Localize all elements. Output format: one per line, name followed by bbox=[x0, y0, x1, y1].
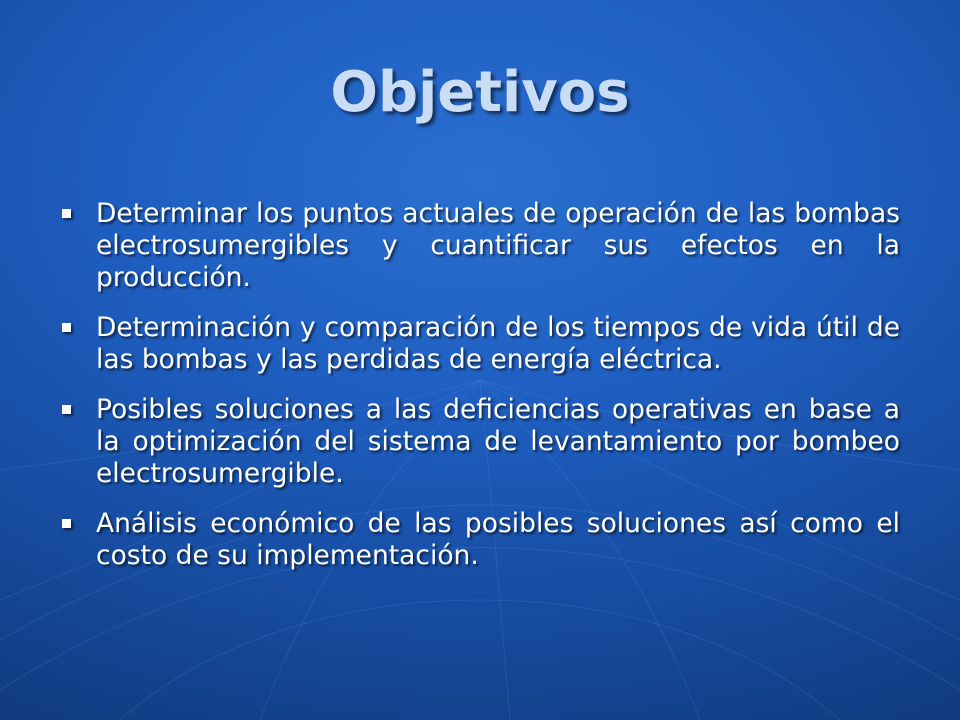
list-item-text: Posibles soluciones a las deficiencias operativas en base a la optimización del sistema de levantamiento por bombeo electrosumergible. bbox=[96, 394, 900, 489]
square-bullet-icon bbox=[62, 323, 71, 332]
square-bullet-icon bbox=[62, 519, 71, 528]
list-item-text: Determinación y comparación de los tiempos de vida útil de las bombas y las perdidas de energía eléctrica. bbox=[96, 312, 900, 375]
square-bullet-icon bbox=[62, 209, 71, 218]
list-item bbox=[60, 198, 900, 294]
square-bullet-icon bbox=[62, 405, 71, 414]
list-item bbox=[60, 508, 900, 572]
list-item-text: Determinar los puntos actuales de operación de las bombas electrosumergibles y cuantificar sus efectos en la producción. bbox=[96, 198, 900, 293]
bullet-list bbox=[60, 198, 900, 590]
slide-title: Objetivos bbox=[330, 60, 630, 125]
list-item bbox=[60, 394, 900, 490]
list-item bbox=[60, 312, 900, 376]
list-item-text: Análisis económico de las posibles soluciones así como el costo de su implementación. bbox=[96, 508, 900, 571]
